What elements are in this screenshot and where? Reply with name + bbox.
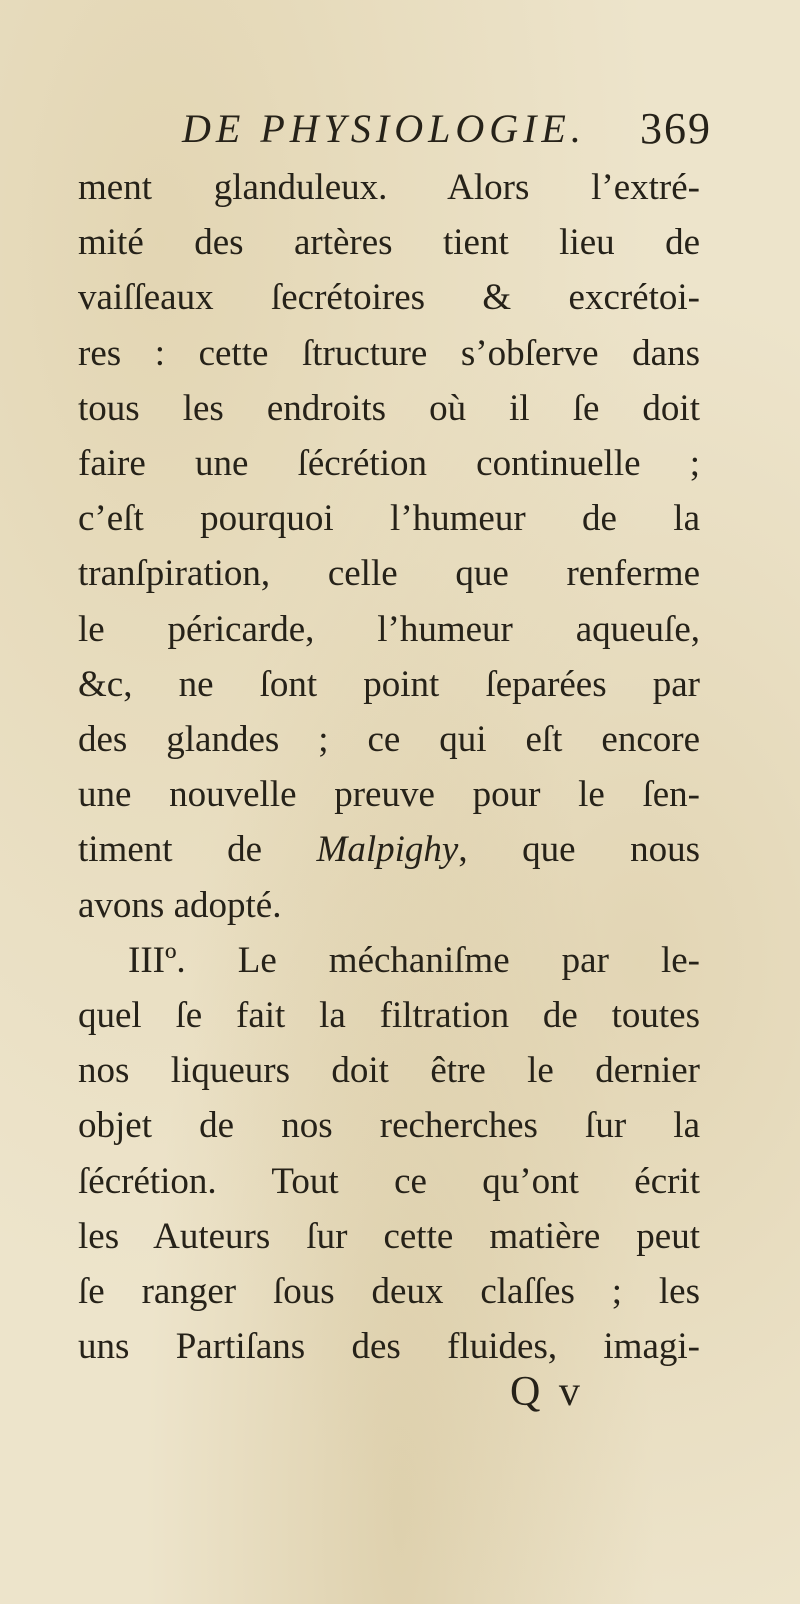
body-text [78, 160, 700, 1374]
text-line: avons adopté. [78, 884, 282, 926]
text-line: IIIº. Le méchaniſme par le- [128, 939, 700, 981]
text-line: ment glanduleux. Alors l’extré- [78, 167, 700, 208]
text-line: une nouvelle preuve pour le ſen- [78, 774, 700, 816]
text-line: faire une ſécrétion continuelle ; [78, 443, 700, 485]
text-line: tranſpiration, celle que renferme [78, 553, 700, 595]
text-line: nos liqueurs doit être le dernier [78, 1050, 700, 1092]
text-line: quel ſe fait la filtration de toutes [78, 995, 700, 1037]
text-fragment: timent de [78, 829, 317, 871]
text-line: des glandes ; ce qui eſt encore [78, 719, 700, 761]
text-line: c’eſt pourquoi l’humeur de la [78, 498, 700, 540]
text-line: le péricarde, l’humeur aqueuſe, [78, 608, 700, 650]
text-line: mité des artères tient lieu de [78, 222, 700, 264]
running-head [182, 105, 712, 152]
text-line: objet de nos recherches ſur la [78, 1105, 700, 1147]
text-line: uns Partiſans des fluides, imagi- [78, 1326, 700, 1368]
text-line: &c, ne ſont point ſeparées par [78, 663, 700, 705]
text-line: res : cette ſtructure s’obſerve dans [78, 332, 700, 374]
running-head-title: DE PHYSIOLOGIE. [182, 106, 586, 151]
signature-mark: Q v [510, 1369, 584, 1415]
text-line: les Auteurs ſur cette matière peut [78, 1215, 700, 1257]
text-line: ſe ranger ſous deux claſſes ; les [78, 1271, 700, 1313]
text-line [78, 822, 700, 877]
text-fragment: , que nous [458, 829, 701, 871]
author-name: Malpighy [316, 829, 459, 871]
text-line: ſécrétion. Tout ce qu’ont écrit [78, 1160, 700, 1202]
page-number: 369 [640, 104, 712, 153]
text-line: tous les endroits où il ſe doit [78, 387, 700, 429]
text-line: vaiſſeaux ſecrétoires & excrétoi- [78, 277, 700, 319]
